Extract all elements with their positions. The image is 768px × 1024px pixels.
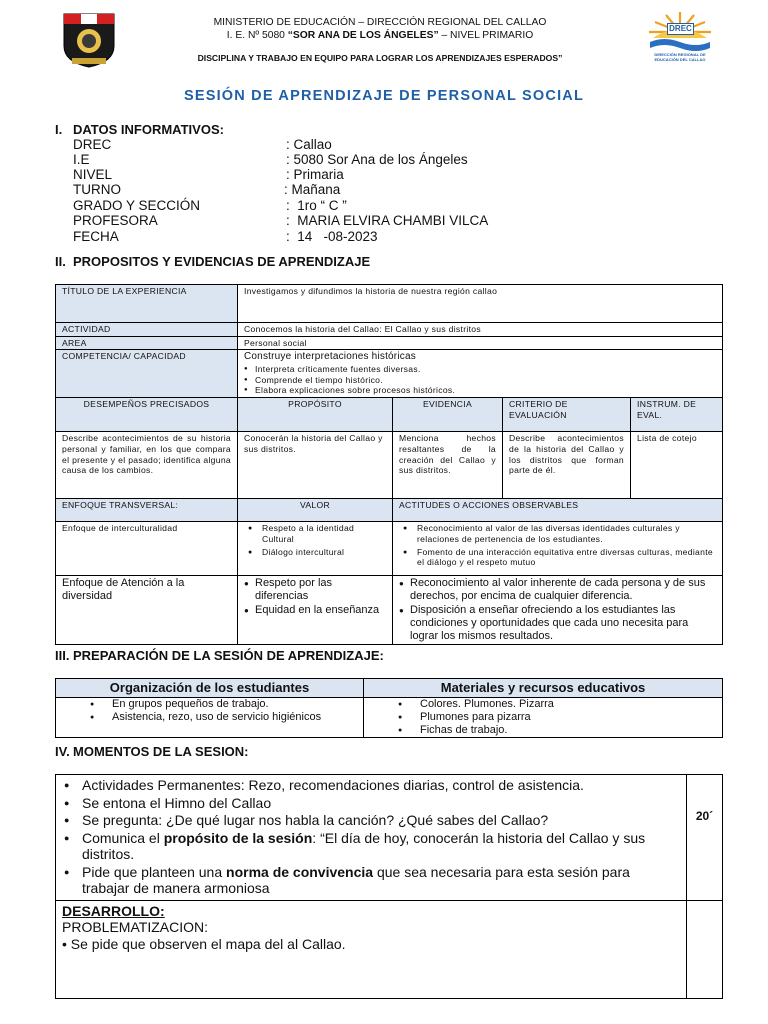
list-item: ● Se pregunta: ¿De qué lugar nos habla la canción? ¿Qué sabes del Callao? xyxy=(62,812,680,829)
actitudes-cell xyxy=(393,522,723,576)
list-item: ● Plumones para pizarra xyxy=(398,711,718,724)
actividad-label: ACTIVIDAD xyxy=(56,323,238,337)
section-number: II. xyxy=(55,254,66,269)
column-header: ENFOQUE TRANSVERSAL: xyxy=(56,499,238,522)
datos-value: : Primaria xyxy=(286,167,344,182)
section-number: IV. xyxy=(55,744,70,759)
inicio-cell xyxy=(56,775,687,901)
column-header: DESEMPEÑOS PRECISADOS xyxy=(56,398,238,432)
organizacion-cell xyxy=(56,697,364,738)
list-item: ● En grupos pequeños de trabajo. xyxy=(90,698,359,711)
column-header: Materiales y recursos educativos xyxy=(364,679,723,698)
datos-value: : 5080 Sor Ana de los Ángeles xyxy=(286,152,468,167)
list-item: ● Equidad en la enseñanza xyxy=(244,604,386,617)
desarrollo-item: • Se pide que observen el mapa del al Callao. xyxy=(62,935,346,952)
column-header: CRITERIO DE EVALUACIÓN xyxy=(503,398,631,432)
list-item: ● Comprende el tiempo histórico. xyxy=(244,375,716,386)
table-row xyxy=(56,697,723,738)
datos-value: : 1ro “ C ” xyxy=(286,198,347,213)
section-title: MOMENTOS DE LA SESION: xyxy=(73,744,249,759)
datos-label: TURNO xyxy=(73,182,121,197)
table-row xyxy=(56,522,723,576)
datos-value: : MARIA ELVIRA CHAMBI VILCA xyxy=(286,213,489,228)
ministry-line: MINISTERIO DE EDUCACIÓN – DIRECCIÓN REGIONAL DEL CALLAO xyxy=(213,17,547,28)
table-row xyxy=(56,350,723,398)
datos-label: FECHA xyxy=(73,229,119,244)
table-row xyxy=(56,432,723,499)
purposes-table xyxy=(55,284,723,645)
section-number: III. xyxy=(55,648,70,663)
datos-value: : Mañana xyxy=(284,182,341,197)
section-title: PREPARACIÓN DE LA SESIÓN DE APRENDIZAJE: xyxy=(73,648,384,663)
datos-value: : Callao xyxy=(286,137,332,152)
datos-value: : 14 -08-2023 xyxy=(286,229,378,244)
table-row xyxy=(56,576,723,645)
competencia-label: COMPETENCIA/ CAPACIDAD xyxy=(56,350,238,398)
table-cell: Describe acontecimientos de su historia personal y familiar, en los que compara el presente y el pasado; identifica alguna causa de los cambios. xyxy=(56,432,238,499)
datos-label: PROFESORA xyxy=(73,213,158,228)
list-item: ● Actividades Permanentes: Rezo, recomendaciones diarias, control de asistencia. xyxy=(62,777,680,794)
materiales-cell xyxy=(364,697,723,738)
drec-logo xyxy=(644,10,716,62)
valores-cell xyxy=(238,576,393,645)
table-row xyxy=(56,679,723,698)
table-cell: Lista de cotejo xyxy=(631,432,723,499)
list-item: ● Colores. Plumones. Pizarra xyxy=(398,698,718,711)
enfoque-name: Enfoque de Atención a la diversidad xyxy=(56,576,238,645)
school-suffix: – NIVEL PRIMARIO xyxy=(438,30,534,41)
capacidades-list xyxy=(244,364,716,396)
column-header: ACTITUDES O ACCIONES OBSERVABLES xyxy=(393,499,723,522)
competencia-value: Construye interpretaciones históricas xyxy=(244,351,416,363)
section-title: PROPOSITOS Y EVIDENCIAS DE APRENDIZAJE xyxy=(73,254,371,269)
table-cell: Describe acontecimientos de la historia del Callao y los distritos que forman parte de él. xyxy=(503,432,631,499)
motto-line: DISCIPLINA Y TRABAJO EN EQUIPO PARA LOGRAR LOS APRENDIZAJES ESPERADOS” xyxy=(197,53,563,63)
school-name: “SOR ANA DE LOS ÁNGELES” xyxy=(287,30,439,41)
list-item: ● Fichas de trabajo. xyxy=(398,724,718,737)
drec-badge: DREC xyxy=(667,23,694,35)
section-title: DATOS INFORMATIVOS: xyxy=(73,122,224,137)
list-item: ● Diálogo intercultural xyxy=(244,547,386,558)
section-3-heading xyxy=(55,648,384,663)
list-item: ● Disposición a enseñar ofreciendo a los estudiantes las condiciones y oportunidades que cada uno necesita para lograr los mismos resultados. xyxy=(399,604,716,644)
table-row xyxy=(56,323,723,337)
datos-label: I.E xyxy=(73,152,90,167)
list-item: ● Pide que planteen una norma de convivencia que sea necesaria para esta sesión para trabajar de manera armoniosa xyxy=(62,864,680,897)
datos-label: NIVEL xyxy=(73,167,113,182)
column-header: EVIDENCIA xyxy=(393,398,503,432)
titulo-value: Investigamos y difundimos la historia de nuestra región callao xyxy=(238,285,723,323)
moments-table xyxy=(55,774,723,999)
list-item: ● Reconocimiento al valor de las diversas identidades culturales y relaciones de pertenencia de los estudiantes. xyxy=(399,523,716,544)
enfoque-name: Enfoque de interculturalidad xyxy=(56,522,238,576)
competencia-cell xyxy=(238,350,723,398)
table-cell: Conocerán la historia del Callao y sus distritos. xyxy=(238,432,393,499)
datos-label: GRADO Y SECCIÓN xyxy=(73,198,201,213)
list-item: ● Elabora explicaciones sobre procesos históricos. xyxy=(244,385,716,396)
column-header: Organización de los estudiantes xyxy=(56,679,364,698)
list-item: ● Respeto a la identidad Cultural xyxy=(244,523,386,544)
table-row xyxy=(56,336,723,350)
column-header: INSTRUM. DE EVAL. xyxy=(631,398,723,432)
inicio-time: 20´ xyxy=(687,775,723,901)
section-4-heading xyxy=(55,744,249,759)
list-item: ● Asistencia, rezo, uso de servicio higiénicos xyxy=(90,711,359,724)
desarrollo-title: DESARROLLO: xyxy=(62,902,165,919)
list-item: ● Interpreta críticamente fuentes diversas. xyxy=(244,364,716,375)
school-prefix: I. E. Nº 5080 xyxy=(226,30,288,41)
drec-caption: DIRECCIÓN REGIONAL DE EDUCACIÓN DEL CALLAO xyxy=(654,52,706,62)
section-1-heading xyxy=(55,122,224,137)
table-row xyxy=(56,398,723,432)
list-item: ● Fomento de una interacción equitativa entre diversas culturas, mediante el diálogo y el respeto mutuo xyxy=(399,547,716,568)
valores-cell xyxy=(238,522,393,576)
area-label: AREA xyxy=(56,336,238,350)
desarrollo-time xyxy=(687,900,723,998)
preparation-table xyxy=(55,678,723,738)
desarrollo-cell xyxy=(56,900,687,998)
table-row xyxy=(56,775,723,901)
table-cell: Menciona hechos resaltantes de la creación del Callao y sus distritos. xyxy=(393,432,503,499)
column-header: PROPÓSITO xyxy=(238,398,393,432)
table-row xyxy=(56,499,723,522)
section-number: I. xyxy=(55,122,63,137)
school-crest-logo xyxy=(62,12,116,68)
list-item: ● Se entona el Himno del Callao xyxy=(62,795,680,812)
area-value: Personal social xyxy=(238,336,723,350)
list-item: ● Comunica el propósito de la sesión: “El día de hoy, conocerán la historia del Callao y sus distritos. xyxy=(62,830,680,863)
list-item: ● Respeto por las diferencias xyxy=(244,577,386,603)
problematizacion-label: PROBLEMATIZACION: xyxy=(62,919,208,936)
datos-label: DREC xyxy=(73,137,112,152)
actitudes-cell xyxy=(393,576,723,645)
column-header: VALOR xyxy=(238,499,393,522)
actividad-value: Conocemos la historia del Callao: El Callao y sus distritos xyxy=(238,323,723,337)
table-row xyxy=(56,285,723,323)
list-item: ● Reconocimiento al valor inherente de cada persona y de sus derechos, por encima de cualquier diferencia. xyxy=(399,577,716,603)
titulo-label: TÍTULO DE LA EXPERIENCIA xyxy=(56,285,238,323)
table-row xyxy=(56,900,723,998)
school-line xyxy=(140,30,620,41)
section-2-heading xyxy=(55,254,370,269)
page-title: SESIÓN DE APRENDIZAJE DE PERSONAL SOCIAL xyxy=(183,88,585,104)
